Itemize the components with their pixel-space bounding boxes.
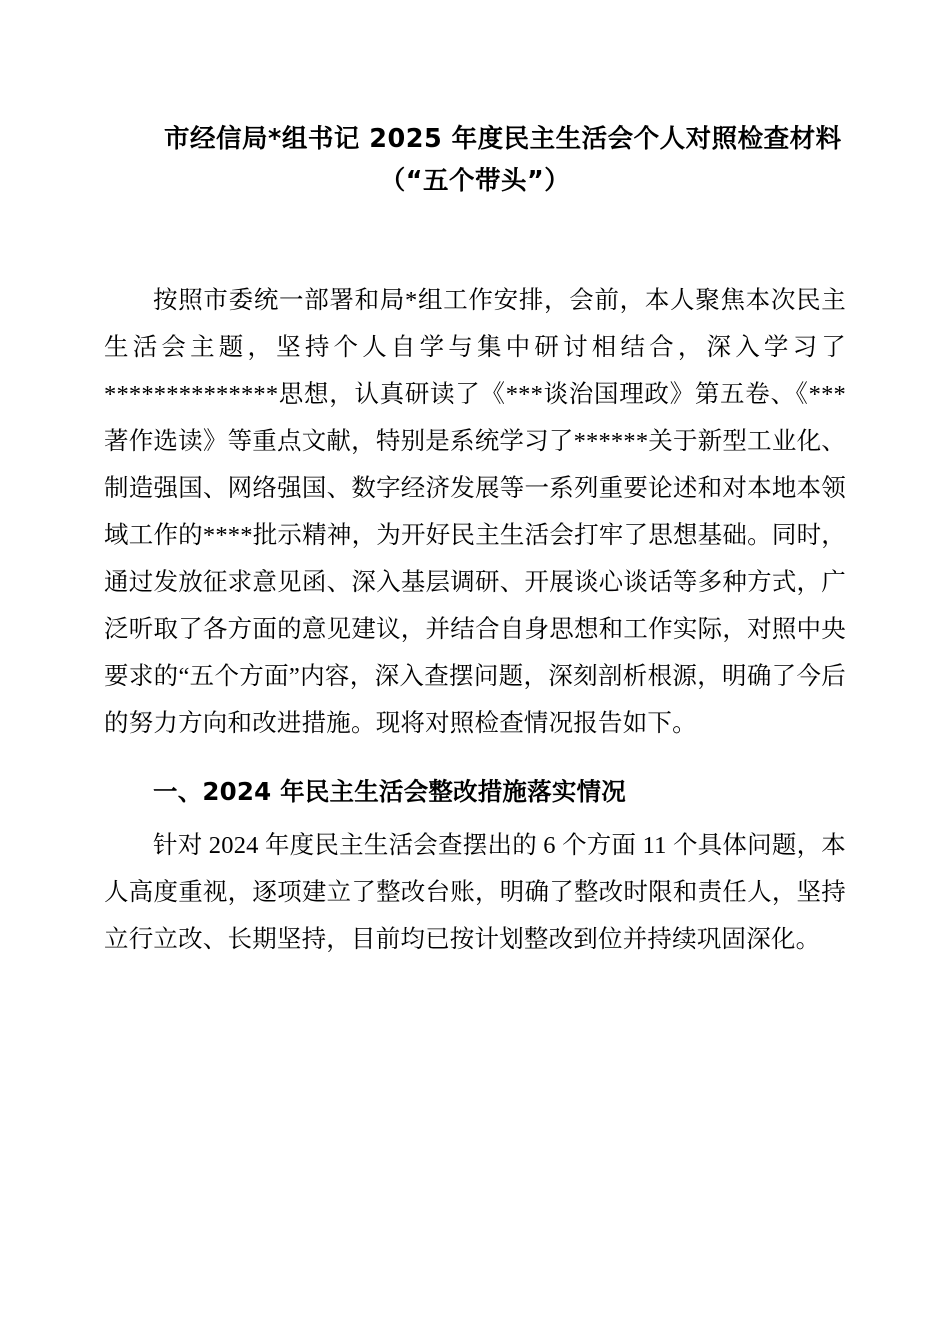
intro-paragraph: 按照市委统一部署和局*组工作安排，会前，本人聚焦本次民主生活会主题，坚持个人自学与集中研讨相结合，深入学习了**************思想，认真研读了《***谈治国理政》第五卷、《***著作选读》等重点文献，特别是系统学习了******关于新型工业化、制造强国、网络强国、数字经济发展等一系列重要论述和对本地本领域工作的****批示精神，为开好民主生活会打牢了思想基础。同时，通过发放征求意见函、深入基层调研、开展谈心谈话等多种方式，广泛听取了各方面的意见建议，并结合自身思想和工作实际，对照中央要求的“五个方面”内容，深入查摆问题，深刻剖析根源，明确了今后的努力方向和改进措施。现将对照检查情况报告如下。: [104, 287, 846, 738]
title-line-primary: 市经信局*组书记 2025 年度民主生活会个人对照检查材料: [164, 124, 842, 154]
section-1-paragraph-1: 针对 2024 年度民主生活会查摆出的 6 个方面 11 个具体问题，本人高度重视，逐项建立了整改台账，明确了整改时限和责任人，坚持立行立改、长期坚持，目前均已按计划整改到位并持续巩固深化。: [104, 831, 846, 953]
title-line-secondary: （“五个带头”）: [379, 165, 571, 196]
section-heading-1: 一、2024 年民主生活会整改措施落实情况: [153, 777, 626, 807]
document-body: [104, 277, 846, 963]
page-title: [104, 120, 846, 201]
